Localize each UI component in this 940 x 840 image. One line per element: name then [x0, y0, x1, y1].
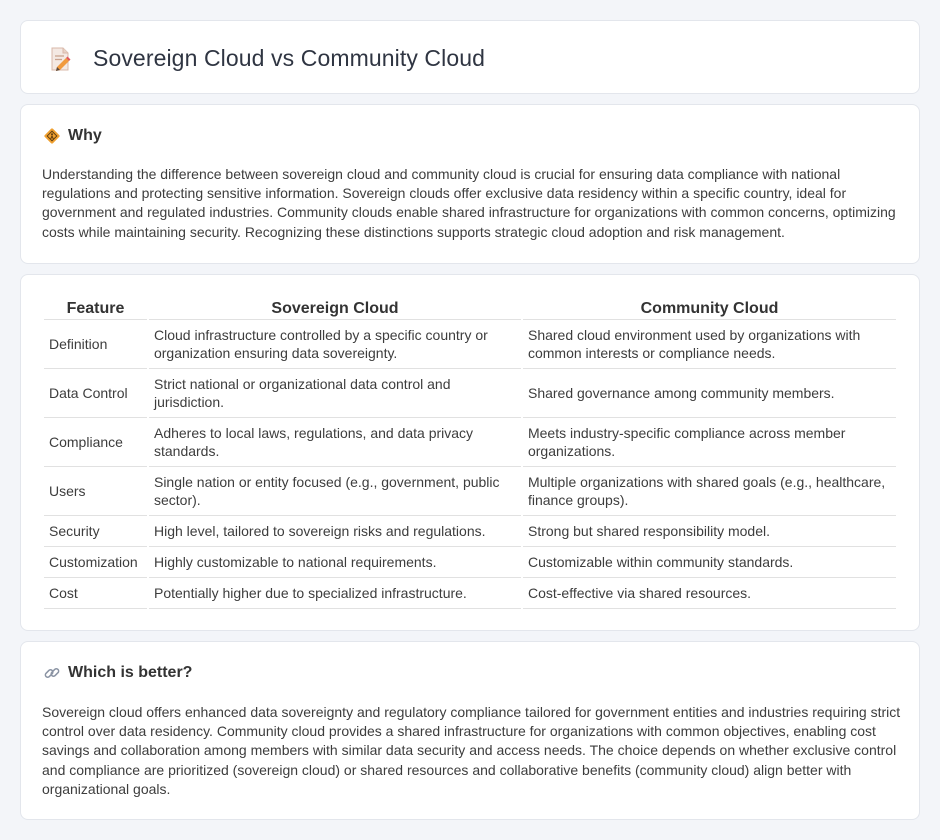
header-sovereign-cloud: Sovereign Cloud — [149, 295, 521, 320]
row-feature: Customization — [44, 547, 147, 578]
comparison-card — [20, 274, 920, 631]
row-sovereign: Adheres to local laws, regulations, and data privacy standards. — [149, 418, 521, 467]
table-row — [44, 369, 896, 418]
row-sovereign: Highly customizable to national requirements. — [149, 547, 521, 578]
title-card — [20, 20, 920, 94]
row-community: Meets industry-specific compliance across member organizations. — [523, 418, 896, 467]
row-sovereign: Potentially higher due to specialized infrastructure. — [149, 578, 521, 609]
row-feature: Security — [44, 516, 147, 547]
table-row — [44, 547, 896, 578]
which-is-better-heading: Which is better? — [68, 664, 193, 681]
row-feature: Data Control — [44, 369, 147, 418]
row-feature: Compliance — [44, 418, 147, 467]
row-feature: Cost — [44, 578, 147, 609]
why-heading: Why — [68, 127, 102, 144]
row-sovereign: Strict national or organizational data control and jurisdiction. — [149, 369, 521, 418]
table-row — [44, 578, 896, 609]
table-row — [44, 418, 896, 467]
why-paragraph: Understanding the difference between sovereign cloud and community cloud is crucial for ensuring data compliance with national regulations and protecting sensitive information. Sovereign clouds offer exclusive data residency within a specific country, ideal for government and regulated industries. Community clouds enable shared infrastructure for organizations with common concerns, optimizing costs while maintaining security. Recognizing these distinctions supports strategic cloud adoption and risk management. — [42, 166, 896, 240]
row-sovereign: Single nation or entity focused (e.g., government, public sector). — [149, 467, 521, 516]
table-header-row — [44, 295, 896, 320]
row-community: Multiple organizations with shared goals (e.g., healthcare, finance groups). — [523, 467, 896, 516]
table-row — [44, 467, 896, 516]
page-title: Sovereign Cloud vs Community Cloud — [93, 45, 486, 71]
row-community: Customizable within community standards. — [523, 547, 896, 578]
header-community-cloud: Community Cloud — [523, 295, 896, 320]
row-sovereign: High level, tailored to sovereign risks and regulations. — [149, 516, 521, 547]
row-community: Shared cloud environment used by organizations with common interests or compliance needs. — [523, 320, 896, 369]
row-sovereign: Cloud infrastructure controlled by a specific country or organization ensuring data sovereignty. — [149, 320, 521, 369]
table-row — [44, 516, 896, 547]
row-feature: Users — [44, 467, 147, 516]
row-community: Shared governance among community members. — [523, 369, 896, 418]
which-is-better-section — [20, 641, 920, 820]
which-is-better-paragraph: Sovereign cloud offers enhanced data sovereignty and regulatory compliance tailored for government entities and industries requiring strict control over data residency. Community cloud provides a shared infrastructure for organizations with common objectives, enabling cost savings and collaboration among members with similar data security and access needs. The choice depends on whether exclusive control and compliance are prioritized (sovereign cloud) or shared resources and collaborative benefits (community cloud) align better with organizational goals. — [42, 704, 901, 797]
table-row — [44, 320, 896, 369]
comparison-table — [42, 295, 898, 609]
row-feature: Definition — [44, 320, 147, 369]
link-icon — [43, 664, 61, 682]
header-feature: Feature — [44, 295, 147, 320]
why-section — [20, 104, 920, 264]
row-community: Strong but shared responsibility model. — [523, 516, 896, 547]
diamond-sign-icon — [43, 127, 61, 145]
document-pencil-icon — [47, 46, 73, 72]
row-community: Cost-effective via shared resources. — [523, 578, 896, 609]
